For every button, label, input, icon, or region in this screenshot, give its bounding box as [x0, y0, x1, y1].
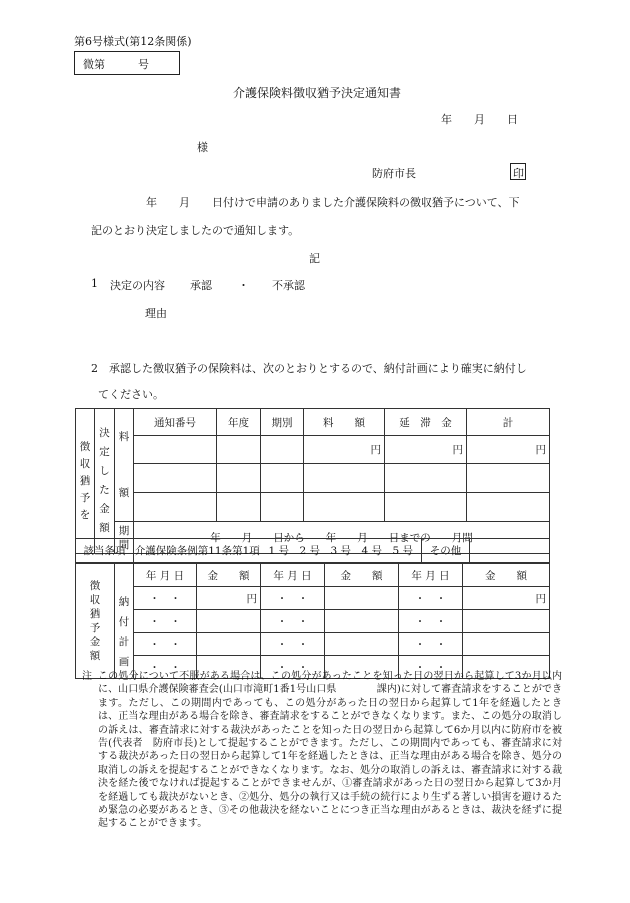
- amount-header: 金 額: [197, 564, 261, 587]
- header-fiscal-year: 年度: [217, 409, 261, 436]
- intro-line-1: 年 月 日付けで申請のありました介護保険料の徴収猶予について、下: [146, 196, 520, 209]
- option-separator: ・: [238, 279, 249, 292]
- ryo-gaku-label: 料 額: [115, 409, 134, 522]
- form-label: 第6号様式(第12条関係): [74, 35, 192, 48]
- deny-option: 不承認: [272, 279, 305, 292]
- date-header: 年 月 日: [261, 564, 325, 587]
- ordinance-text: 介護保険条例第11条第1項: [134, 539, 261, 563]
- period-text: 年 月 日から 年 月 日までの 月間: [134, 522, 550, 554]
- decided-amount-table: [75, 408, 550, 554]
- note-text: この処分について不服がある場合は、この処分があったことを知った日の翌日から起算して3か月以内に、山口県介護保険審査会(山口市滝町1番1号山口県 課内)に対して審査請求をすることができます。ただし、この期間内であっても、この処分があった日の翌日から起算して1年を経過したときは、正当な理由がある場合を除き、審査請求をすることができなくなります。また、この処分の取消しの訴えは、審査請求に対する裁決があったことを知った日の翌日から起算して6か月以内に防府市を被告(代表者 防府市長)として提起することができます。ただし、この期間内であっても、審査請求に対する裁決があった日の翌日から起算して1年を経過したときは、正当な理由がある場合を除き、処分の取消しの訴えを提起することができなくなります。なお、処分の取消しの訴えは、審査請求に対する裁決を経た後でなければ提起することができませんが、①審査請求があった日の翌日から起算して3か月を経過しても裁決がないとき、②処分、処分の執行又は手続の続行により生ずる著しい損害を避けるため緊急の必要があるとき、③その他裁決を経ないことにつき正当な理由があるときは、裁決を経ずに提起することができます。: [98, 671, 562, 830]
- table-row: [76, 464, 550, 492]
- doc-number-box: [74, 51, 180, 75]
- header-late-fee: 延 滞 金: [385, 409, 467, 436]
- section1-number: 1: [91, 277, 98, 290]
- header-total: 計: [467, 409, 550, 436]
- section2-line-1: 2 承認した徴収猶予の保険料は、次のとおりとするので、納付計画により確実に納付し: [91, 362, 527, 375]
- amount-header: 金 額: [325, 564, 399, 587]
- header-premium: 料 額: [304, 409, 385, 436]
- decided-amount-label: 決 定 し た 金 額: [95, 409, 115, 554]
- payment-plan-table: [75, 563, 550, 679]
- other-label: その他: [422, 539, 470, 563]
- document-title: 介護保険料徴収猶予決定通知書: [233, 86, 402, 100]
- table-row: ・ ・ ・ ・ ・ ・: [76, 633, 550, 656]
- table-row: ・ ・ ・ ・ ・ ・: [76, 610, 550, 633]
- table-row: 円 円 円: [76, 436, 550, 464]
- period-label: 期 間: [115, 522, 134, 554]
- issue-date: 年 月 日: [441, 113, 518, 126]
- section2-line-2: てください。: [98, 388, 164, 401]
- deferred-amount-label: 徴 収 猶 予 金 額: [76, 564, 115, 679]
- side-label-col: 徴 収 猶 予 を: [76, 409, 95, 554]
- clause-items: 1 号 2 号 3 号 4 号 5 号: [261, 539, 422, 563]
- approve-option: 承認: [190, 279, 212, 292]
- table-row: [76, 492, 550, 521]
- date-header: 年 月 日: [399, 564, 463, 587]
- intro-line-2: 記のとおり決定しましたので通知します。: [91, 224, 300, 237]
- reason-label: 理由: [145, 307, 167, 320]
- issuer-name: 防府市長: [372, 167, 416, 180]
- applicable-clause-table: [75, 538, 550, 563]
- section1-label: 決定の内容: [110, 279, 165, 292]
- table-row: ・ ・ ・ ・ ・ ・: [76, 656, 550, 679]
- payment-plan-label: 納 付 計 画: [115, 587, 134, 679]
- recipient-suffix: 様: [197, 141, 208, 154]
- table-row: 納 付 計 画 ・ ・ 円 ・ ・ ・ ・ 円: [76, 587, 550, 610]
- amount-header: 金 額: [463, 564, 550, 587]
- seal-box: [510, 163, 526, 180]
- header-period: 期別: [261, 409, 304, 436]
- appeal-notice: [82, 670, 562, 831]
- doc-number: 微第 号: [83, 58, 149, 71]
- seal-mark: 印: [513, 167, 524, 180]
- date-header: 年 月 日: [134, 564, 197, 587]
- header-notice-number: 通知番号: [134, 409, 217, 436]
- applicable-label: 該当条項: [76, 539, 134, 563]
- note-label: 注: [82, 671, 92, 682]
- ki-heading: 記: [309, 252, 320, 265]
